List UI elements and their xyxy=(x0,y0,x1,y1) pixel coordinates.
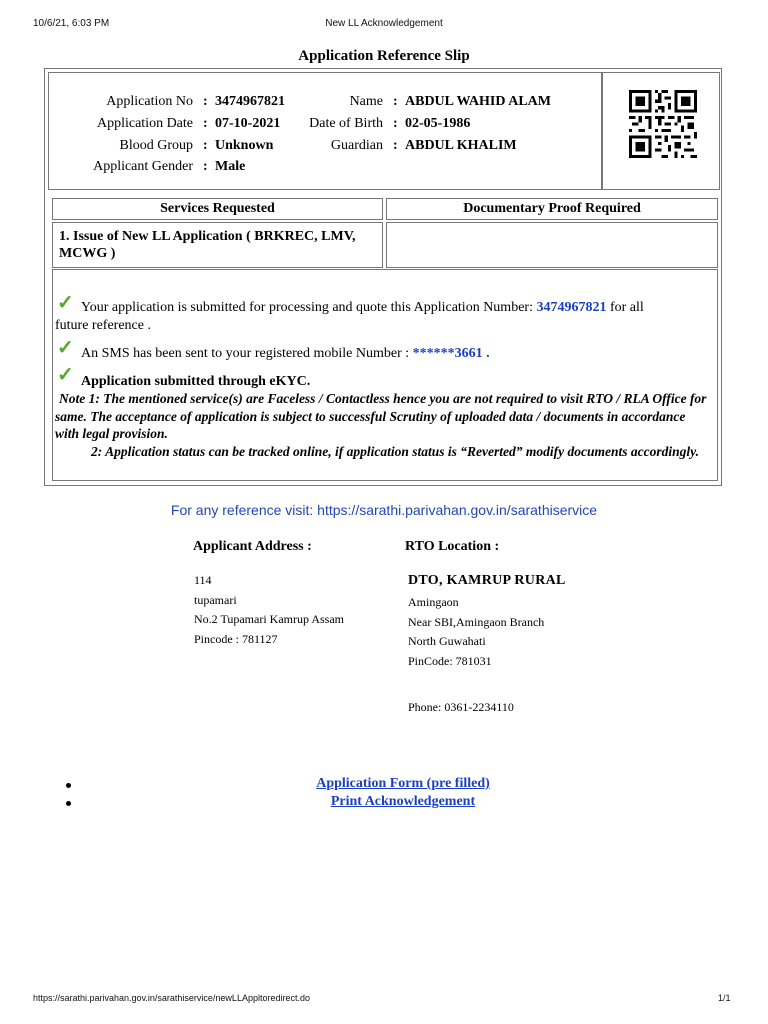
application-date-value: 07-10-2021 xyxy=(215,116,281,131)
messages-box xyxy=(52,269,718,481)
rto-location-heading: RTO Location : xyxy=(405,539,500,554)
note-1: Note 1: The mentioned service(s) are Faceless / Contactless hence you are not required to visit RTO / RLA Office for same. The acceptance of application is subject to successful Scrutiny of uploaded data / documents in accordance with legal provision. xyxy=(55,391,707,441)
name-value: ABDUL WAHID ALAM xyxy=(405,94,551,109)
submitted-message: Your application is submitted for processing and quote this Application Number: 3474967821 for all xyxy=(81,300,644,315)
submitted-app-number: 3474967821 xyxy=(536,300,607,315)
applicant-address: 114 tupamari No.2 Tupamari Kamrup Assam Pincode : 781127 xyxy=(194,573,344,646)
ekyc-message: Application submitted through eKYC. xyxy=(81,374,311,389)
row-blood-group: Blood Group : Unknown Guardian : ABDUL KHALIM xyxy=(49,136,603,156)
qr-box xyxy=(602,72,720,190)
rto-phone: Phone: 0361-2234110 xyxy=(408,700,514,714)
sms-message: An SMS has been sent to your registered mobile Number : ******3661 . xyxy=(81,346,490,361)
qr-code-icon xyxy=(629,90,697,158)
dob-value: 02-05-1986 xyxy=(405,116,471,131)
check-icon: ✓ xyxy=(57,292,74,314)
rto-office: DTO, KAMRUP RURAL xyxy=(408,573,566,588)
print-title: New LL Acknowledgement xyxy=(325,18,443,29)
print-footer-page: 1/1 xyxy=(718,993,731,1003)
applicant-info-box xyxy=(48,72,602,190)
guardian-label: Guardian xyxy=(330,138,383,153)
print-acknowledgement-link[interactable]: Print Acknowledgement xyxy=(330,794,476,809)
applicant-address-heading: Applicant Address : xyxy=(193,539,312,554)
application-no-label: Application No xyxy=(106,94,193,109)
dob-label: Date of Birth xyxy=(309,116,383,131)
application-date-label: Application Date xyxy=(96,116,193,131)
print-footer-url: https://sarathi.parivahan.gov.in/sarathiservice/newLLAppltoredirect.do xyxy=(33,993,310,1003)
proof-header: Documentary Proof Required xyxy=(386,198,718,220)
proof-cell xyxy=(386,222,718,268)
row-application-no: Application No : 3474967821 Name : ABDUL WAHID ALAM xyxy=(49,92,603,112)
row-application-date: Application Date : 07-10-2021 Date of Birth : 02-05-1986 xyxy=(49,114,603,134)
note-2: 2: Application status can be tracked online, if application status is “Reverted” modify documents accordingly. xyxy=(91,444,699,459)
gender-label: Applicant Gender xyxy=(93,159,193,174)
services-header: Services Requested xyxy=(52,198,383,220)
rto-address: Amingaon Near SBI,Amingaon Branch North Guwahati PinCode: 781031 xyxy=(408,595,545,668)
gender-value: Male xyxy=(215,159,246,174)
reference-text: For any reference visit: https://sarathi.parivahan.gov.in/sarathiservice xyxy=(170,502,598,518)
blood-group-label: Blood Group xyxy=(119,138,193,153)
name-label: Name xyxy=(349,94,383,109)
sms-number: ******3661 . xyxy=(412,346,490,361)
print-datetime: 10/6/21, 6:03 PM xyxy=(33,18,110,29)
row-gender: Applicant Gender : Male xyxy=(49,157,603,177)
slip-title: Application Reference Slip xyxy=(298,48,470,64)
guardian-value: ABDUL KHALIM xyxy=(405,138,517,153)
submitted-message-line2: future reference . xyxy=(55,318,151,333)
slip-outer-box xyxy=(44,68,722,486)
application-form-link[interactable]: Application Form (pre filled) xyxy=(316,776,490,791)
blood-group-value: Unknown xyxy=(215,138,274,153)
check-icon: ✓ xyxy=(57,364,74,386)
services-cell: 1. Issue of New LL Application ( BRKREC, LMV, MCWG ) xyxy=(52,222,383,268)
check-icon: ✓ xyxy=(57,337,74,359)
application-no-value: 3474967821 xyxy=(215,94,285,109)
